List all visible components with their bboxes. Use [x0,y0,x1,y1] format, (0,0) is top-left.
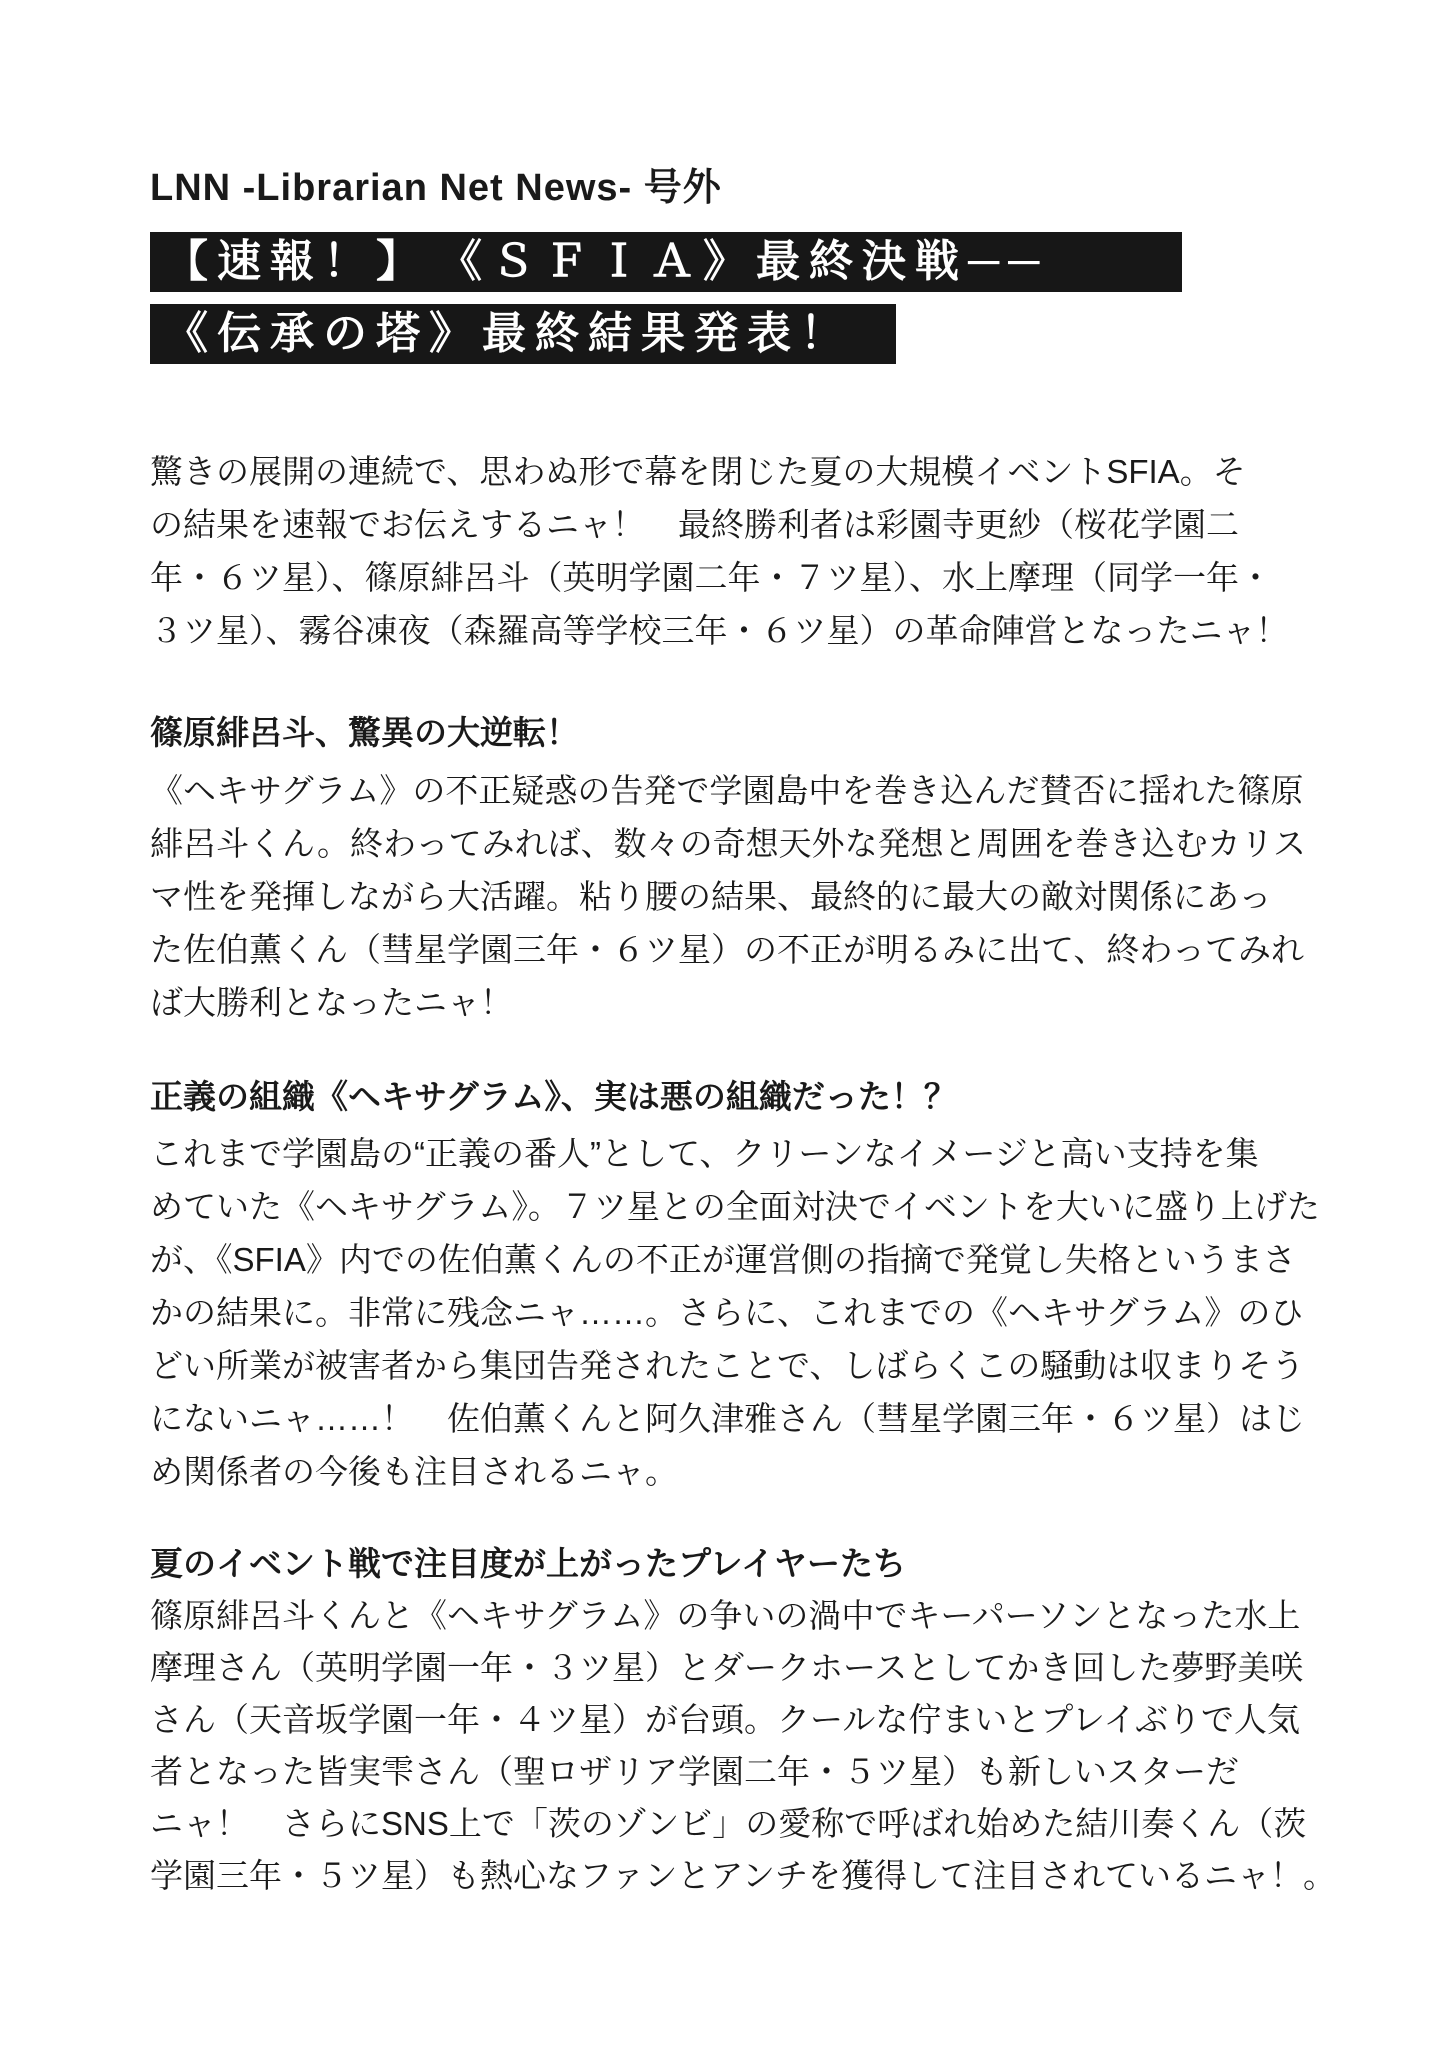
text-line: め関係者の今後も注目されるニャ。 [150,1453,678,1490]
section-3-paragraph [150,1590,1337,1902]
text-line: 篠原緋呂斗くんと《ヘキサグラム》の争いの渦中でキーパーソンとなった水上 [150,1597,1301,1634]
text-line: めていた《ヘキサグラム》。７ツ星との全面対決でイベントを大いに盛り上げた [150,1188,1320,1225]
text-line: 緋呂斗くん。終わってみれば、数々の奇想天外な発想と周囲を巻き込むカリス [150,825,1306,862]
masthead-title: LNN -Librarian Net News- 号外 [150,167,722,209]
text-line: ３ツ星）、霧谷凍夜（森羅高等学校三年・６ツ星）の革命陣営となったニャ！ [150,612,1289,649]
text-line: が、《SFIA》内での佐伯薫くんの不正が運営側の指摘で発覚し失格というまさ [150,1241,1296,1278]
text-line: ニャ！ さらにSNS上で「茨のゾンビ」の愛称で呼ばれ始めた結川奏くん（茨 [150,1805,1307,1842]
section-1-heading: 篠原緋呂斗、驚異の大逆転！ [150,714,579,751]
headline-bar-line1: 【速報！】 《ＳＦＩＡ》最終決戦── [150,232,1182,292]
text-line: 摩理さん（英明学園一年・３ツ星）とダークホースとしてかき回した夢野美咲 [150,1649,1304,1686]
text-line: かの結果に。非常に残念ニャ……。さらに、これまでの《ヘキサグラム》のひ [150,1294,1304,1331]
intro-paragraph [150,445,1310,657]
text-line: にないニャ……！ 佐伯薫くんと阿久津雅さん（彗星学園三年・６ツ星）はじ [150,1400,1305,1437]
section-1-paragraph [150,764,1310,1029]
section-3-heading: 夏のイベント戦で注目度が上がったプレイヤーたち [150,1545,907,1582]
section-2-heading: 正義の組織《ヘキサグラム》、実は悪の組織だった！？ [150,1078,957,1115]
text-line: の結果を速報でお伝えするニャ！ 最終勝利者は彩園寺更紗（桜花学園二 [150,506,1239,543]
section-2-paragraph [150,1127,1320,1498]
text-line: マ性を発揮しながら大活躍。粘り腰の結果、最終的に最大の敵対関係にあっ [150,878,1272,915]
text-line: 《ヘキサグラム》の不正疑惑の告発で学園島中を巻き込んだ賛否に揺れた篠原 [150,772,1304,809]
text-line: これまで学園島の“正義の番人”として、クリーンなイメージと高い支持を集 [150,1135,1259,1172]
text-line: た佐伯薫くん（彗星学園三年・６ツ星）の不正が明るみに出て、終わってみれ [150,931,1305,968]
text-line: 年・６ツ星）、篠原緋呂斗（英明学園二年・７ツ星）、水上摩理（同学一年・ [150,559,1272,596]
text-line: 者となった皆実雫さん（聖ロザリア学園二年・５ツ星）も新しいスターだ [150,1753,1239,1790]
text-line: 驚きの展開の連続で、思わぬ形で幕を閉じた夏の大規模イベントSFIA。そ [150,453,1246,490]
text-line: どい所業が被害者から集団告発されたことで、しばらくこの騒動は収まりそう [150,1347,1305,1384]
text-line: 学園三年・５ツ星）も熱心なファンとアンチを獲得して注目されているニャ！。 [150,1857,1337,1894]
headline-bar-line2: 《伝承の塔》最終結果発表！ [150,304,896,364]
text-line: ば大勝利となったニャ！ [150,984,513,1021]
text-line: さん（天音坂学園一年・４ツ星）が台頭。クールな佇まいとプレイぶりで人気 [150,1701,1301,1738]
